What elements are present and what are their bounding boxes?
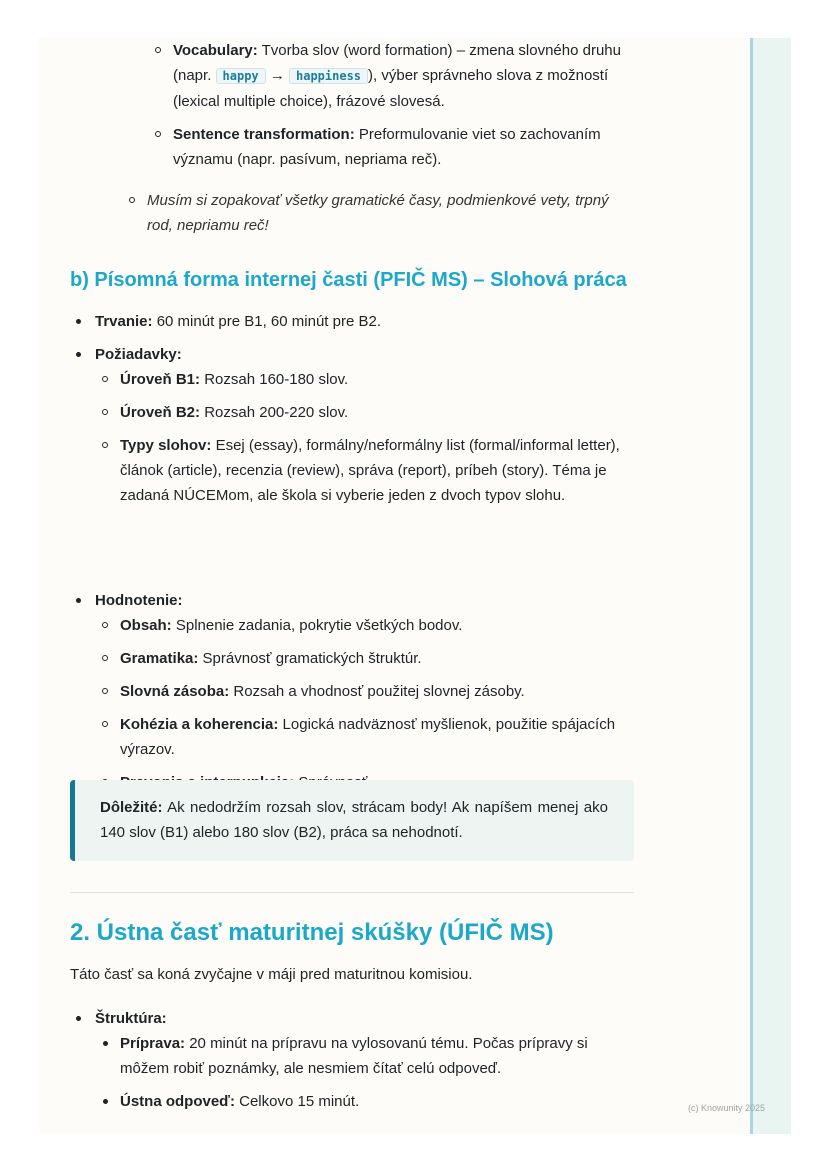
item-text: Rozsah a vhodnosť použitej slovnej zásoby. [229,683,525,700]
item-term: Ústna odpoveď: [120,1093,235,1110]
struktura-list [70,1006,636,1114]
callout-text: Ak nedodržím rozsah slov, strácam body! Ak napíšem menej ako 140 slov (B1) alebo 180 slov (B2), práca sa nehodnotí. [100,799,608,841]
item-term: Slovná zásoba: [120,683,230,700]
item-text: Rozsah 200-220 slov. [200,404,349,421]
item-term: Typy slohov: [120,437,212,454]
item-term: Sentence transformation: [173,126,355,143]
section-b-heading: b) Písomná forma internej časti (PFIČ MS) – Slohová práca [70,269,627,291]
hodnotenie-sublist [95,613,636,795]
list-item-priprava [95,1031,636,1081]
footer-copyright: (c) Knowunity 2025 [688,1103,766,1113]
item-text: Celkovo 15 minút. [234,1093,360,1110]
list-item-vocabulary [148,38,628,114]
list-item-trvanie [70,309,636,334]
item-term: Gramatika: [120,650,199,667]
margin-strip [750,38,791,1134]
item-term: Kohézia a koherencia: [120,716,279,733]
list-item-kohezia [95,712,636,762]
item-term: Úroveň B2: [120,404,201,421]
item-term: Úroveň B1: [120,371,201,388]
important-callout [70,780,634,861]
list-item-b1 [95,367,636,392]
item-term: Príprava: [120,1035,186,1052]
item-text: Logická nadväznosť myšlienok, použitie spájacích výrazov. [120,716,616,758]
item-text: Rozsah 160-180 slov. [200,371,349,388]
list-item-b2 [95,400,636,425]
section-2-intro: Táto časť sa koná zvyčajne v máji pred maturitnou komisiou. [70,966,473,983]
list-item-hodnotenie [70,588,636,795]
callout-term: Dôležité: [100,799,163,816]
item-term: Obsah: [120,617,172,634]
vocabulary-list [148,38,628,172]
list-item-poziadavky [70,342,636,508]
list-item-gramatika [95,646,636,671]
list-item-slovna-zasoba [95,679,636,704]
section-2-heading: 2. Ústna časť maturitnej skúšky (ÚFIČ MS) [70,919,554,946]
item-term: Hodnotenie: [95,592,183,609]
hodnotenie-list [70,588,636,795]
reminder-text: Musím si zopakovať všetky gramatické časy, podmienkové vety, trpný rod, nepriamu reč! [147,192,609,234]
arrow-glyph: → [269,67,285,84]
item-text: 60 minút pre B1, 60 minút pre B2. [152,313,381,330]
list-item-typy-slohov [95,433,636,508]
code-happy: happy [216,68,266,84]
list-item-sentence-transformation [148,122,628,172]
item-term: Vocabulary: [173,42,258,59]
item-text: Tvorba slov (word formation) – zmena slovného druhu (napr. [173,42,621,84]
item-text: Splnenie zadania, pokrytie všetkých bodov. [171,617,463,634]
item-text: Správnosť gramatických štruktúr. [198,650,422,667]
list-item-ustna-odpoved [95,1089,636,1114]
struktura-sublist [95,1031,636,1114]
section-b-list [70,309,636,508]
item-term: Trvanie: [95,313,153,330]
item-text: ), výber správneho slova z možností (lexical multiple choice), frázové slovesá. [173,67,609,110]
reminder-list [122,188,636,238]
item-term: Štruktúra: [95,1010,167,1027]
code-happiness: happiness [289,68,368,84]
list-item-reminder [122,188,636,238]
item-term: Požiadavky: [95,346,182,363]
item-text: Preformulovanie viet so zachovaním významu (napr. pasívum, nepriama reč). [173,126,601,168]
item-text: 20 minút na prípravu na vylosovanú tému. Počas prípravy si môžem robiť poznámky, ale nesmiem čítať celú odpoveď. [120,1035,588,1077]
list-item-struktura [70,1006,636,1114]
poziadavky-sublist [95,367,636,508]
section-divider [70,892,634,893]
list-item-obsah [95,613,636,638]
item-text: Esej (essay), formálny/neformálny list (formal/informal letter), článok (article), recenzia (review), správa (report), príbeh (story). Téma je zadaná NÚCEMom, ale škola si vyberie jeden z dvoch typov slohu. [120,437,620,504]
